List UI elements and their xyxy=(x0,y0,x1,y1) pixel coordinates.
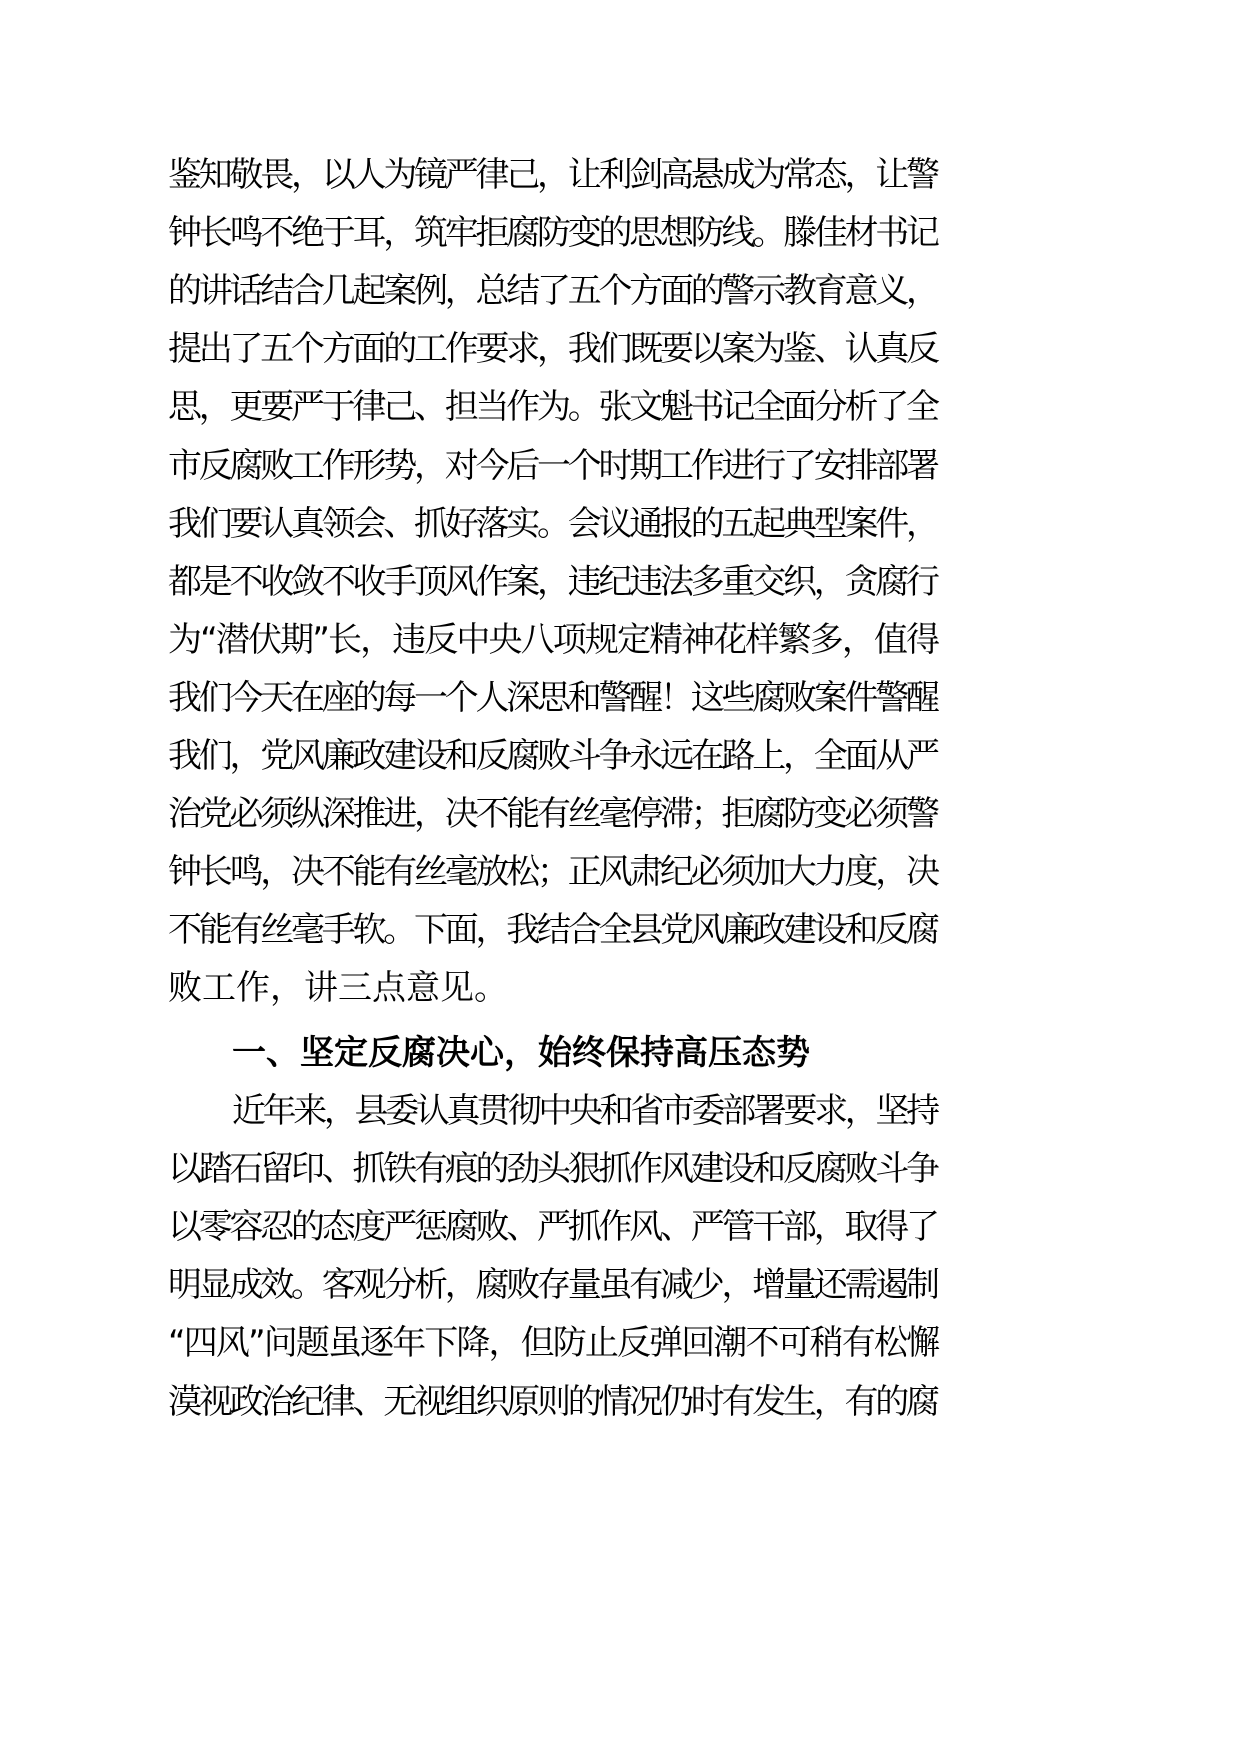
paragraph-line xyxy=(0,1136,1240,1202)
paragraph-line-text: 漠视政治纪律、无视组织原则的情况仍时有发生，有的腐 xyxy=(168,1382,937,1422)
paragraph-line xyxy=(0,839,1240,905)
paragraph-line-text: 钟长鸣不绝于耳，筑牢拒腐防变的思想防线。滕佳材书记 xyxy=(168,213,937,253)
paragraph-line-text: 提出了五个方面的工作要求，我们既要以案为鉴、认真反 xyxy=(168,329,937,369)
paragraph-line xyxy=(0,897,1240,963)
paragraph-line-text: 市反腐败工作形势，对今后一个时期工作进行了安排部署 xyxy=(168,446,937,486)
paragraph-line-text: 都是不收敛不收手顶风作案，违纪违法多重交织，贪腐行 xyxy=(168,562,937,602)
paragraph-line-text: 治党必须纵深推进，决不能有丝毫停滞；拒腐防变必须警 xyxy=(168,794,937,834)
paragraph-line xyxy=(0,491,1240,557)
paragraph-line xyxy=(0,374,1240,440)
section-heading-text: 一、坚定反腐决心，始终保持高压态势 xyxy=(232,1033,810,1073)
paragraph-line-text: 败工作，讲三点意见。 xyxy=(168,968,508,1008)
paragraph-line xyxy=(0,781,1240,847)
paragraph-line xyxy=(0,316,1240,382)
paragraph-line-text: 鉴知敬畏，以人为镜严律己，让利剑高悬成为常态，让警 xyxy=(168,155,937,195)
paragraph-line xyxy=(0,1078,1240,1144)
paragraph-line-text: 为“潜伏期”长，违反中央八项规定精神花样繁多，值得 xyxy=(168,620,939,660)
paragraph-line-text: 我们要认真领会、抓好落实。会议通报的五起典型案件， xyxy=(168,504,937,544)
paragraph-line xyxy=(0,1252,1240,1318)
paragraph-line-text: 不能有丝毫手软。下面，我结合全县党风廉政建设和反腐 xyxy=(168,910,937,950)
paragraph-line xyxy=(0,549,1240,615)
paragraph-line xyxy=(0,1310,1240,1376)
paragraph-line xyxy=(0,258,1240,324)
paragraph-line xyxy=(0,607,1240,673)
paragraph-line xyxy=(0,433,1240,499)
paragraph-line xyxy=(0,200,1240,266)
paragraph-line xyxy=(0,1194,1240,1260)
paragraph-line xyxy=(0,1369,1240,1435)
paragraph-line xyxy=(0,665,1240,731)
paragraph-line xyxy=(0,723,1240,789)
paragraph-line-text: 思，更要严于律己、担当作为。张文魁书记全面分析了全 xyxy=(168,387,937,427)
paragraph-line xyxy=(0,142,1240,208)
paragraph-line-text: 我们今天在座的每一个人深思和警醒！这些腐败案件警醒 xyxy=(168,678,937,718)
paragraph-line-text: 的讲话结合几起案例，总结了五个方面的警示教育意义， xyxy=(168,271,937,311)
paragraph-line-text: 明显成效。客观分析，腐败存量虽有减少，增量还需遏制 xyxy=(168,1265,937,1305)
paragraph-line-text: 钟长鸣，决不能有丝毫放松；正风肃纪必须加大力度，决 xyxy=(168,852,937,892)
paragraph-line xyxy=(0,955,1240,1021)
paragraph-line-text: 近年来，县委认真贯彻中央和省市委部署要求，坚持 xyxy=(232,1091,937,1131)
paragraph-line-text: “四风”问题虽逐年下降，但防止反弹回潮不可稍有松懈 xyxy=(168,1323,939,1363)
paragraph-line-text: 我们，党风廉政建设和反腐败斗争永远在路上，全面从严 xyxy=(168,736,937,776)
section-heading xyxy=(0,1020,1240,1086)
paragraph-line-text: 以零容忍的态度严惩腐败、严抓作风、严管干部，取得了 xyxy=(168,1207,937,1247)
paragraph-line-text: 以踏石留印、抓铁有痕的劲头狠抓作风建设和反腐败斗争 xyxy=(168,1149,937,1189)
